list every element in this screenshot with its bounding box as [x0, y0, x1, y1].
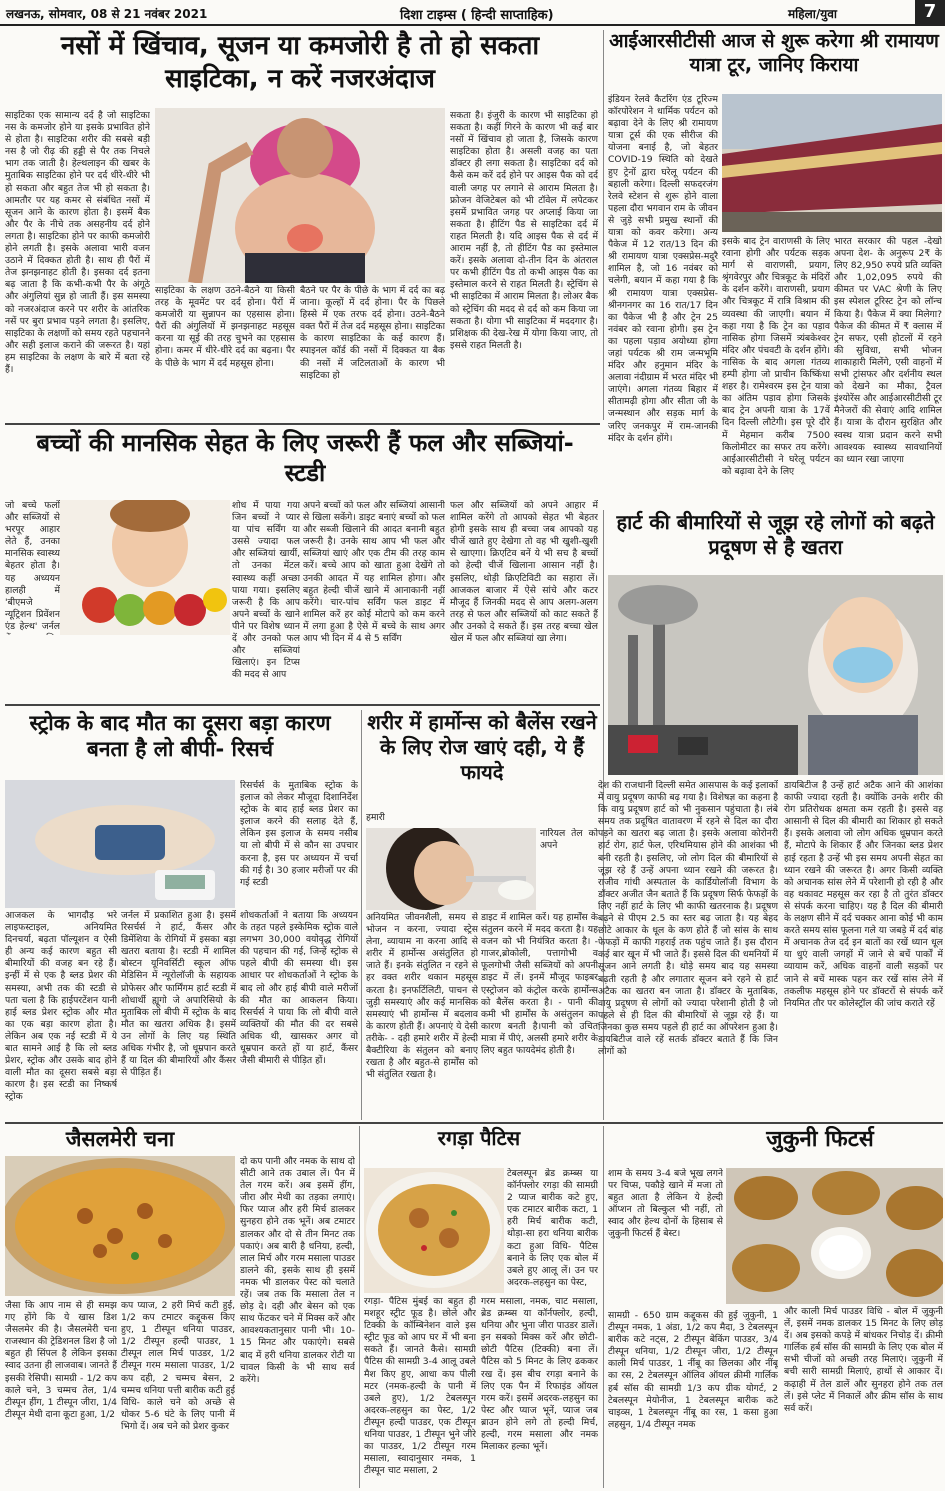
bp-monitor-photo	[5, 780, 235, 908]
chana-col-3: दो कप पानी और नमक के साथ दो सीटी आने तक उबाल लें। पैन में तेल गरम करें। अब इसमें हींग, जीरा और मेथी का तड़का लगाएं। फिर प्याज और हरी मिर्च डालकर सुनहरा होने तक भूनें। अब टमाटर डालकर और दो से तीन मिनट तक पकाएं। अब बारी है धनिया, हल्दी, लाल मिर्च और गरम मसाला पाउडर डालने की, इसके साथ ही इसमें नमक भी डालकर पेस्ट को चलाते रहें। जब तक कि मसाला तेल न छोड़ दे। दही और बेसन को एक साथ फेंटकर चने में मिक्स करें और आवश्यकतानुसार पानी भी। 10-15 मिनट और पकाएंगे। सबसे बाद में हरी धनिया डालकर रोटी या चावल किसी के भी साथ सर्व करेंगे।	[240, 1156, 355, 1385]
section-rule	[5, 423, 600, 425]
sciatica-headline: नसों में खिंचाव, सूजन या कमजोरी है तो हो सकता साइटिका, न करें नजरअंदाज	[60, 31, 540, 94]
ragda-col-1: रगड़ा- पैटिस मुंबई का बहुत ही मशहूर स्ट्रीट फूड है। छोले और टिक्की के कॉम्बिनेशन वाले इस स्ट्रीट फूड को आप घर में भी बना सकते हैं। जानते कैसे। सामग्री पैटिस की सामग्री 3-4 आलू उबले मैश किए हुए, आधा कप पीली मटर (नमक-हल्दी के पानी में उबले हुए), 1/2 टेबलस्पून अदरक-लहसुन का पेस्ट, 1/2 टीस्पून हल्दी पाउडर, एक टीस्पून धनिया पाउडर, 1 टीस्पून भुने जीरे का पाउडर, 1/2 टीस्पून गरम मसाला, स्वादानुसार नमक, 1 टीस्पून चाट मसाला, 2	[364, 1296, 476, 1477]
curd-col-2: डाइट में शामिल करें। यह हार्मोंस के संतुलन करने में मदद करता है। यह वजन को भी नियंत्रित करता है। - गाजर,ब्रोकोली, पत्तागोभी व फूलगोभी जैसी सब्जियों को अपनी डाइट में लें। इनमें मौजूद फाइबर एस्ट्रोजन को कंट्रोल करके हार्मोन्स को बैलेंस करता है। - पानी की कमी भी हार्मोंस के असंतुलन का कारण बनती है।पानी को उचित मात्रा में पीएं, अलसी हमारे शरीर के लिए बहुत फायदेमंद होती है।	[481, 912, 598, 1057]
heart-headline: हार्ट की बीमारियों से जूझ रहे लोगों को बढ़ते प्रदूषण से है खतरा	[616, 510, 935, 559]
page-number: 7	[915, 0, 945, 24]
sciatica-col-1: साइटिका एक सामान्य दर्द है जो साइटिका नस के कमजोर होने या इसके प्रभावित होने से होता है। साइटिका शरीर की सबसे बड़ी नस है जो रीढ़ की हड्डी से पैर तक निचले भाग तक जाती है। हेल्थलाइन की खबर के मुताबिक साइटिका होने पर दर्द धीरे-धीरे भी हो सकता और बहुत तेज भी हो सकता है। आमतौर पर यह कमर से संबंधित नसों में सूजन आने के कारण होता है। इसमें बैक और पैर के नीचे तक असहनीय दर्द होने लगता है। साइटिका होने पर काफी कमजोरी होने लगती है। इसके अलावा भारी वजन उठाने में दिक्कत होती है। साथ ही पैरों में तेज झनझनाहट होती है। इसका दर्द इतना बढ़ जाता है कि कभी-कभी पैर के अंगूठे और अंगुलियां सुन्न हो जाती हैं। इस समस्या को नजरअंदाज करने पर शरीर के आंतरिक नसें पर बुरा प्रभाव पड़ने लगता है। इसलिए, साइटिका के लक्षणों को समय रहते पहचानने और सही इलाज कराने की जरूरत है। यहां हम साइटिका के लक्षण के बारे में बता रहे हैं।	[5, 110, 150, 375]
column-rule	[603, 1126, 604, 1488]
sciatica-photo	[155, 108, 445, 283]
curd-side: नारियल तेल को अपने	[540, 828, 598, 852]
train-photo	[722, 94, 942, 232]
curd-col-1: अनियमित जीवनशैली, समय से भोजन न करना, ज्यादा स्ट्रेस लेना, व्यायाम ना करना आदि से शरीर में हार्मोन्स असंतुलित हो जाते हैं। इनके संतुलित न रहने से हर वक्त शरीर थकान महसूस करता है। इनफर्टिलिटी, पाचन से जुड़ी समस्याएं और कई मानसिक समस्याएं भी हार्मोन्स में बदलाव के कारण होती हैं। अपनाएं ये देसी तरीके- - दही हमारे शरीर में हेल्दी बैक्टीरिया के संतुलन को बनाए रखता है और बहुत-से हार्मोंस को भी संतुलित रखता है।	[366, 912, 478, 1081]
ragda-photo	[364, 1168, 504, 1293]
zucchini-col-1: सामग्री - 650 ग्राम कद्दूकस की हुई जुकुनी, 1 टीस्पून नमक, 1 अंडा, 1/2 कप मैदा, 3 टेबलस्पून बारीक कटे नट्स, 2 टीस्पून बेकिंग पाउडर, 3/4 टीस्पून धनिया, 1/2 टीस्पून जीरा, 1/2 टीस्पून काली मिर्च पाउडर, 1 नींबू का छिलका और नींबू का रस, 2 टेबलस्पून ऑलिव ऑयल क्रीमी गार्लिक हर्ब सॉस की सामग्री 1/3 कप ग्रीक योगर्ट, 2 टेबलस्पून मेयोनीज, 1 टेबलस्पून बारीक कटे चाइव्स, 1 टेबलस्पून नींबू का रस, 1 कसा हुआ लहसुन, 1/4 टीस्पून नमक	[608, 1310, 778, 1430]
zucchini-col-0: शाम के समय 3-4 बजे भूख लगने पर चिप्स, पकौड़े खाने में मजा तो बहुत आता है लेकिन ये हेल्दी ऑप्शन तो बिल्कुल भी नहीं, तो स्वाद और हेल्थ दोनों के हिसाब से जुकुनी फिटर्स हैं बेस्ट।	[608, 1168, 723, 1240]
zucchini-fritters-title: जुकुनी फिटर्स	[766, 1127, 874, 1152]
ragda-pattice-title: रगड़ा पैटिस	[437, 1126, 521, 1150]
curd-intro: हमारी	[366, 812, 385, 823]
heart-col-2: डायबिटीज है उन्हें हार्ट अटैक आने की आशंका काफी ज्यादा रहती है। क्योंकि उनके शरीर की रोग प्रतिरोधक क्षमता कम रहती है। इससे वह आसानी से दिल की बीमारी का शिकार हो सकते हैं। इसके अलावा जो लोग अधिक धूम्रपान करते हैं, मोटापे के शिकार हैं और जिनका ब्लड प्रेशर हाई रहता है उन्हें भी इस समय अपनी सेहत का ध्यान रखने की जरूरत है। अगर किसी व्यक्ति को अचानक सांस लेने में परेशानी हो रही है और वह थकावट महसूस कर रहा है तो तुरंत डॉक्टर से संपर्क करना चाहिए। यह है दिल की बीमारी के लक्षण सीने में दर्द चक्कर आना कोई भी काम करते समय सांस फूलना गले या जबड़े में दर्द बांह में अचानक तेज दर्द इन बातों का रखें ध्यान धूल या धुएं वाली जगहों में जाने से बचें पार्कों में व्यायाम करें, अधिक वाहनों वाली सड़कों पर जाने से बचें मास्क पहन कर रखें सांस लेने में तकलीफ महसूस होने पर डॉक्टरों से संपर्क करें नियमित तौर पर कोलेस्ट्रॉल की जांच कराते रहें	[784, 780, 943, 1009]
issue-date: लखनऊ, सोमवार, 08 से 21 नवंबर 2021	[6, 7, 208, 21]
ragda-col-0: टेबलस्पून ब्रेड क्रम्ब्स या कॉर्नफ्लोर रगड़ा की सामग्री 2 प्याज बारीक कटे हुए, एक टमाटर बारीक कटा, 1 हरी मिर्च बारीक कटी, थोड़ा-सा हरा धनिया बारीक कटा हुआ विधि- पैटिस बनाने के लिए एक बोल में उबले हुए आलू लें। उन पर अदरक-लहसुन का पेस्ट,	[507, 1168, 598, 1288]
sciatica-col-3: बैठने पर पैर के पीछे के भाग में दर्द का बढ़ जाना। कूल्हों में दर्द होना। पैर के पिछले हिस्से में एक तरफ दर्द होना। उठने-बैठने वक्त पैरों में तेज दर्द महसूस होना। साइटिका के कारण साइटिका के कई कारण हैं। स्पाइनल कॉर्ड की नसों में दिक्कत या बैक की नसों में जटिलताओं के कारण भी साइटिका हो	[300, 285, 445, 381]
irctc-headline: आईआरसीटीसी आज से शुरू करेगा श्री रामायण यात्रा टूर, जानिए किराया	[609, 30, 939, 76]
curd-headline: शरीर में हार्मोन्स को बैलेंस रखने के लिए रोज खाएं दही, ये हैं फायदे	[367, 710, 597, 784]
section-rule	[5, 1122, 943, 1124]
kids-headline: बच्चों की मानसिक सेहत के लिए जरूरी हैं फल और सब्जियां-स्टडी	[36, 429, 574, 487]
fritters-photo	[726, 1168, 943, 1304]
irctc-col-1: इंडियन रेलवे कैटरिंग एंड टूरिज्म कॉरपोरेशन ने धार्मिक पर्यटन को बढ़ावा देने के लिए श्री रामायण यात्रा टूर्स की एक सीरीज की योजना बनाई है, जो बेहतर COVID-19 स्थिति को देखते हुए ट्रेनों द्वारा घरेलू पर्यटन की बहाली करेगा। दिल्ली सफदरजंग रेलवे स्टेशन से शुरू होने वाला पहला दौरा भगवान राम के जीवन से जुड़े सभी प्रमुख स्थानों की यात्रा को कवर करेगा। अन्य पैकेज में 12 रात/13 दिन की श्री रामायण यात्रा एक्सप्रेस-मदुरै शामिल है, जो 16 नवंबर को चलेगी, बयान में कहा गया है कि श्री रामायण यात्रा एक्सप्रेस-श्रीनगनगर का 16 रात/17 दिन का पैकेज भी है और ट्रेन 25 नवंबर को रवाना होगी। इस ट्रेन का पहला पड़ाव अयोध्या होगा जहां पर्यटक श्री राम जन्मभूमि मंदिर और हनुमान मंदिर के अलावा नंदीग्राम में भरत मंदिर भी जाएंगे। अगला गंतव्य बिहार में सीतामढ़ी होगा और सीता जी के जन्मस्थान और सड़क मार्ग के जरिए जनकपुर में राम-जानकी मंदिर के दर्शन होंगे।	[608, 94, 718, 444]
kids-col-4: फल और सब्जियों को अपने आहार में शामिल करेंगे तो आपको सेहत भी बेहतर होगी इसके साथ ही बच्चा जब आपको यह चीजें खाते हुए देखेगा तो वह भी खुशी-खुशी से खाएगा। क्रिएटिव बनें ये भी सच है बच्चों को हेल्दी चीजें खिलाना आसान नहीं है। इसलिए, थोड़ी क्रिएटिविटी का सहारा लें। आजकल बाजार में ऐसे सांचे और कटर मौजूद हैं जिनकी मदद से आप अलग-अलग तरह से फल और सब्जियों को काट सकते हैं और उनको दे सकते हैं। इस तरह बच्चा खेल खेल में फल और सब्जियां खा लेगा।	[450, 500, 598, 645]
woman-eating-curd-photo	[366, 828, 536, 910]
chana-col-1: जैसा कि आप नाम से ही समझ गए होंगे कि ये खास डिश जैसलमेर की है। जैसलमेरी चना राजस्थान की ट्रेडिशनल डिश है जो बहुत ही सिंपल है लेकिन इसका स्वाद उतना ही लाजवाब। जानते हैं इसकी रेसिपी। सामग्री - 1/2 कप काले चने, 3 चम्मच तेल, 1/4 टीस्पून हींग, 1 टीस्पून जीरा, 1/4 टीस्पून मेथी दाना कूटा हुआ, 1/2	[5, 1300, 117, 1420]
kids-col-3: अपने बच्चों को फल और सब्जियां आसानी से खिला सकेंगे। डाइट बनाएं बच्चों को फल और सब्जी खिलाने की आदत बनानी बहुत जरूरी है। उनके साथ आप भी फल और सब्जियां खाएं और एक टीम की तरह काम करें। बच्चे आप को खाता हुआ देखेंगे तो उनकी आदत में यह शामिल होगा। और बहुत हेल्दी चीजें खाने में आनाकानी नहीं करेंगे। चार-पांच सर्विंग फल डाइट में शामिल करें हर कोई मोटापे को कम करने में लगा हुआ है ऐसे में बच्चे के साथ अगर आप भी दिन में 4 से 5 सर्विंग	[303, 500, 445, 645]
section-name: महिला/युवा	[788, 7, 838, 21]
ragda-col-2: गरम मसाला, नमक, चाट मसाला, ब्रेड क्रम्ब्स या कॉर्नफ्लोर, हल्दी, धनिया और भुना जीरा पाउडर डालें। इन सबको मिक्स करें और छोटी-छोटी पैटिस (टिक्की) बना लें। पैटिस को 5 मिनट के लिए ढककर रख दें। इस बीच रगड़ा बनाने के लिए एक पैन में रिफाइंड ऑयल गरम करें। इसमें अदरक-लहसुन का पेस्ट और प्याज भूनें, प्याज जब ब्राउन होने लगे तो हल्दी मिर्च, हल्दी, गरम मसाला और नमक मिलाकर हल्का भूनें।	[481, 1296, 598, 1453]
stroke-col-2: जर्नल में प्रकाशित हुआ है। इसमें रिसर्चर्स ने हार्ट, कैंसर और डिमेंशिया के रोगियों में इसका बड़ा खतरा बताया है। स्टडी में शामिल बोस्टन यूनिवर्सिटी स्कूल ऑफ मेडिसिन में न्यूरोलॉजी के सहायक प्रोफेसर और फार्मिंगम हार्ट स्टडी में शोधार्थी ह्यूगो जे अपारिसियो के मुताबिक लो बीपी में स्ट्रोक के बाद मौत का खतरा अधिक है। इसमें उन लोगों के लिए यह स्थिति अधिक गंभीर है, जो धूम्रपान करते हैं या दिल की बीमारियों और कैंसर से पीड़ित हैं।	[121, 910, 236, 1079]
stroke-col-1: आजकल के भागदौड़ भरे लाइफस्टाइल, अनियमित दिनचर्या, बढ़ता पॉल्यूशन व ऐसी ही अन्य कई कारण बहुत सी बीमारियों की वजह बन रहे हैं। इन्हीं में से एक है ब्लड प्रेशर की समस्या, अभी तक की स्टडी से पता चला है कि हाईपरटेंशन यानी हाई ब्लड प्रेशर स्ट्रोक और मौत का एक बड़ा कारण होता है। लेकिन अब एक नई स्टडी में ये बात सामने आई है कि लो ब्लड प्रेशर, स्ट्रोक और उसके बाद होने वाली मौत का दूसरा सबसे बड़ा कारण है। इस स्टडी का निष्कर्ष स्ट्रोक	[5, 910, 117, 1103]
irctc-col-2: इसके बाद ट्रेन वाराणसी के लिए रवाना होगी और पर्यटक सड़क मार्ग से वाराणसी, प्रयाग, श्रृंगवेरपुर और चित्रकूट के मंदिरों के दर्शन करेंगे। वाराणसी, प्रयाग और चित्रकूट में रात्रि विश्राम की व्यवस्था की जाएगी। बयान में कहा गया है कि ट्रेन का पड़ाव नासिक होगा जिसमें त्र्यंबकेश्वर मंदिर और पंचवटी के दर्शन होंगे। नासिक के बाद अगला गंतव्य हम्पी होगा जो प्राचीन किष्किंधा शहर है। रामेश्वरम इस ट्रेन यात्रा का अंतिम पड़ाव होगा जिसके बाद ट्रेन अपनी यात्रा के 17वें दिन दिल्ली लौटेगी। इस पूरे दौरे में मेहमान करीब 7500 किलोमीटर का सफर तय करेंगे। आईआरसीटीसी ने घरेलू पर्यटन को बढ़ावा देने के लिए	[722, 236, 830, 477]
stroke-col-3: शोधकर्ताओं ने बताया कि अध्ययन के तहत पहले इस्केमिक स्ट्रोक वाले लगभग 30,000 वयोवृद्ध रोगियों की पहचान की गई, जिन्हें स्ट्रोक से पहले बीपी की समस्या थी। इस आधार पर शोधकर्ताओं ने स्ट्रोक के बाद लो और हाई बीपी वाले मरीजों की मौत का आकलन किया। रिसर्चर्स ने पाया कि लो बीपी वाले व्यक्तियों की मौत की दर सबसे अधिक थी, खासकर अगर वो धूम्रपान करते हों या हार्ट, कैंसर जैसी बीमारी से पीड़ित हों।	[240, 910, 358, 1067]
stroke-headline: स्ट्रोक के बाद मौत का दूसरा बड़ा कारण बनता है लो बीपी- रिसर्च	[29, 711, 331, 762]
column-rule	[603, 30, 604, 420]
heart-col-1: देश की राजधानी दिल्ली समेत आसपास के कई इलाकों में वायु प्रदूषण काफी बढ़ गया है। विशेषज्ञ का कहना है कि वायु प्रदूषण हार्ट को भी नुकसान पहुंचाता है। लंबे समय तक प्रदूषित वातावरण में रहने से दिल का दौरा पड़ने का खतरा बढ़ जाता है। इसके अलावा कोरोनरी हार्ट रोग, हार्ट फेल, एरिथमियास होने की आशंका भी बनी रहती है। इसलिए, जो लोग दिल की बीमारियों से जूझ रहे हैं उन्हें अपना ध्यान रखने की जरूरत है। राजीव गांधी अस्पताल के कार्डियोलॉजी विभाग के डॉक्टर अजीत जैन बताते हैं कि प्रदूषण सिर्फ फेफड़ों के लिए नहीं हार्ट के लिए भी काफी खतरनाक है। प्रदूषण बढ़ने से पीएम 2.5 का स्तर बढ़ जाता है। यह बेहद छोटे आकार के धूल के कण होते हैं जो सांस के साथ फेफड़ों में काफी गहराई तक पहुंच जाते हैं। इस दौरान कई बार खून में भी जाते हैं। इससे दिल की धमनियों में सूजन आने लगती है। थोड़े समय बाद यह समस्या बढ़ती रहती है और लगातार सूजन बने रहने से हार्ट अटैक का खतरा बन जाता है। डॉक्टर के मुताबिक, वायु प्रदूषण से लोगों को ज्यादा परेशानी होती है जो पहले से ही दिल की बीमारियों से जूझ रहे हैं। या जिनका कुछ समय पहले ही हार्ट का ऑपरेशन हुआ है। डायबिटीज वाले रहें सतर्क डॉक्टर बताते हैं कि जिन लोगों को	[598, 780, 778, 1058]
chana-col-2: कप प्याज, 2 हरी मिर्च कटी हुई, 1/2 कप टमाटर कद्दूकस किए हुए, 1 टीस्पून धनिया पाउडर, 1/2 टीस्पून हल्दी पाउडर, 1 टीस्पून लाल मिर्च पाउडर, 1/2 टीस्पून गरम मसाला पाउडर, 1/2 कप दही, 2 चम्मच बेसन, 2 चम्मच धनिया पत्ती बारीक कटी हुई विधि- काले चने को अच्छे से धोकर 5-6 घंटे के लिए पानी में भिगो दें। अब चने को प्रेशर कुकर	[121, 1300, 235, 1432]
sciatica-col-4: सकता है। इंजुरी के कारण भी साइटिका हो सकता है। कहीं गिरने के कारण भी कई बार नसों में खिंचाव हो जाता है, जिसके कारण साइटिका होता है। असली वजह का पता डॉक्टर ही लगा सकता है। साइटिका दर्द को कैसे कम करें दर्द होने पर आइस पैक को दर्द वाली जगह पर लगाने से आराम मिलता है। फ्रोजन वेजिटेबल को भी टॉवेल में लपेटकर इसमें प्रभावित जगह पर अप्लाई किया जा सकता है। हीटिंग पैड से साइटिका दर्द में राहत मिलती है। यदि आइस पैक से दर्द में आराम नहीं है, तो हीटिंग पैड का इस्तेमाल करें। इसके अलावा दो-तीन दिन के अंतराल पर कभी हीटिंग पैड तो कभी आइस पैक का इस्तेमाल करने से राहत मिलती है। स्ट्रेचिंग से भी साइटिका में आराम मिलता है। लोअर बैक को स्ट्रेचिंग की मदद से दर्द को कम किया जा सकता है। योगा भी साइटिका में मददगार है। प्रशिक्षक की देख-रेख में योगा किया जाए, तो इससे राहत मिलती है।	[450, 110, 598, 351]
jaisalmeri-chana-title: जैसलमेरी चना	[65, 1127, 175, 1151]
stroke-col-0: रिसर्चर्स के मुताबिक स्ट्रोक के इलाज को लेकर मौजूदा दिशानिर्देश स्ट्रोक के बाद हाई ब्लड प्रेशर का इलाज करने की सलाह देते हैं, लेकिन इस इलाज के समय नसीब या लो बीपी में से कौन सा उपचार करना है, इस पर अध्ययन में चर्चा की गई है। 30 हजार मरीजों पर की गई स्टडी	[240, 780, 358, 888]
zucchini-col-2: और काली मिर्च पाउडर विधि - बोल में जुकुनी लें, इसमें नमक डालकर 15 मिनट के लिए छोड़ दें। अब इसको कपड़े में बांधकर निचोड़ दें। क्रीमी गार्लिक हर्ब सॉस की सामग्री के लिए एक बोल में सभी चीजों को अच्छी तरह मिलाएं। जुकुनी में बची सारी सामग्री मिलाएं, हाथों से आकार दें। कढ़ाही में तेल डालें और सुनहरा होने तक तल लें। इसे प्लेट में निकालें और क्रीम सॉस के साथ सर्व करें।	[784, 1306, 943, 1414]
irctc-col-3: भारत सरकार की पहल -देखो अपना देश- के अनुरूप 2₹ के लिए 82,950 रुपये प्रति व्यक्ति और 1,02,095 रुपये की कीमत पर VAC श्रेणी के लिए इस स्पेशल टूरिस्ट ट्रेन को लॉन्च किया है। पैकेज में क्या मिलेगा? पैकेज की कीमत में ₹ क्लास में ट्रेन सफर, एसी होटलों में रहने की सुविधा, सभी भोजन शाकाहारी मिलेंगे, एसी वाहनों में सभी ट्रांसफर और दर्शनीय स्थल को देखने का मौका, ट्रैवल इंश्योरेंस और आईआरसीटीसी टूर मैनेजरों की सेवाएं आदि शामिल हैं। यात्रा के दौरान सुरक्षित और स्वस्थ यात्रा प्रदान करने सभी आवश्यक स्वास्थ्य सावधानियों का ध्यान रखा जाएगा	[834, 236, 942, 465]
chana-photo	[5, 1156, 235, 1296]
pollution-photo	[608, 575, 943, 775]
kid-fruits-photo	[60, 500, 230, 635]
column-rule	[361, 710, 362, 1120]
kids-col-1: जो बच्चे फलों और सब्जियों से भरपूर आहार लेते हैं, उनका मानसिक स्वास्थ्य बेहतर होता है। यह अध्ययन हालही में 'बीएमजे न्यूट्रिशन प्रिवेंशन एंड हेल्थ' जर्नल	[5, 500, 60, 632]
kids-col-2: शोध में पाया गया जिन बच्चों ने प्यार या पांच सर्विंग या उससे ज्यादा फल और सब्जियां खायीं, तो उनका मेंटल स्वास्थ्य कहीं अच्छा पाया गया। इसलिए जरूरी है कि आप अपने बच्चों के खाने पीने पर विशेष ध्यान दें और उनको फल और सब्जियां खिलाएं। इन टिप्स की मदद से आप	[232, 500, 300, 681]
column-rule	[359, 1126, 360, 1488]
section-rule	[5, 704, 600, 706]
sciatica-col-2: साइटिका के लक्षण उठने-बैठने या किसी तरह के मूवमेंट पर दर्द होना। पैरों में कमजोरी या सुन्नापन का एहसास होना। पैरों की अंगुलियों में झनझनाहट महसूस करना या सूई की तरह चुभने का एहसास होना। कमर में धीरे-धीरे दर्द का बढ़ना। पैर के पीछे के भाग में दर्द महसूस होना।	[155, 285, 295, 369]
paper-name: दिशा टाइम्स ( हिन्दी साप्ताहिक)	[400, 8, 554, 23]
masthead	[0, 0, 945, 26]
